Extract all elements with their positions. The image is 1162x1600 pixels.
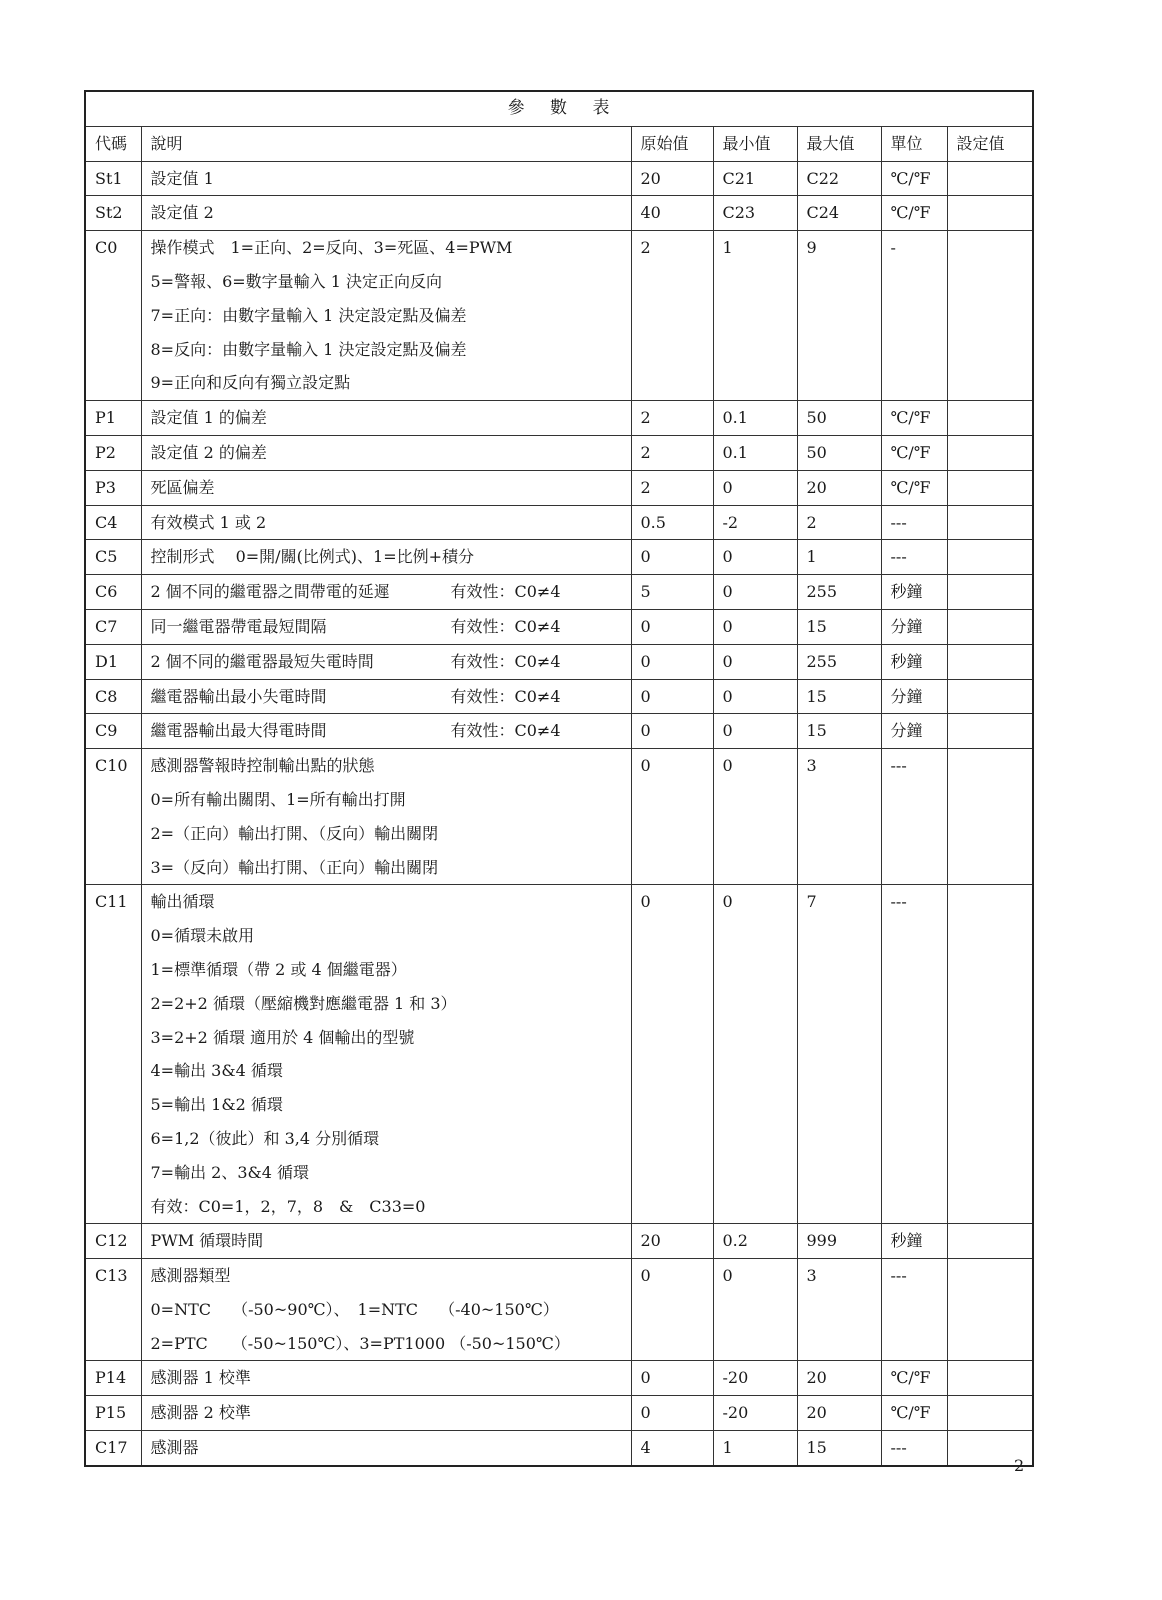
param-setting-cell [947, 231, 1033, 401]
param-unit: --- [881, 885, 947, 1224]
description-text: 2=2+2 循環（壓縮機對應繼電器 1 和 3） [150, 993, 457, 1013]
description-text: 2=（正向）輸出打開、（反向）輸出關閉 [150, 823, 439, 843]
param-max: 50 [797, 401, 881, 436]
param-description [141, 1224, 631, 1259]
description-line [151, 575, 631, 609]
param-code: C5 [85, 540, 141, 575]
param-description [141, 401, 631, 436]
validity-note: 有效性：C0≠4 [450, 651, 561, 671]
param-description [141, 749, 631, 885]
param-default: 0 [631, 749, 713, 885]
table-title: 參 數 表 [85, 91, 1033, 126]
header-default: 原始值 [631, 126, 713, 161]
param-default: 40 [631, 196, 713, 231]
param-max: 50 [797, 435, 881, 470]
description-text: 有效：C0=1，2，7，8 & C33=0 [150, 1196, 426, 1216]
param-default: 2 [631, 231, 713, 401]
param-code: St2 [85, 196, 141, 231]
description-text: 輸出循環 [150, 892, 215, 912]
description-line [151, 436, 631, 470]
param-unit: --- [881, 505, 947, 540]
param-description [141, 1396, 631, 1431]
table-row [85, 1224, 1033, 1259]
description-line [151, 231, 631, 265]
param-max: 2 [797, 505, 881, 540]
table-row [85, 435, 1033, 470]
table-row [85, 885, 1033, 1224]
param-description [141, 540, 631, 575]
description-line [151, 1293, 631, 1327]
param-code: C17 [85, 1431, 141, 1466]
param-setting-cell [947, 714, 1033, 749]
param-unit: ℃/℉ [881, 401, 947, 436]
param-code: C9 [85, 714, 141, 749]
description-line [151, 1190, 631, 1224]
param-description [141, 470, 631, 505]
description-text: PWM 循環時間 [150, 1231, 264, 1251]
description-line [151, 196, 631, 230]
param-setting-cell [947, 609, 1033, 644]
validity-note: 有效性：C0≠4 [450, 616, 561, 636]
description-text: 2=PTC （-50~150℃）、3=PT1000 （-50~150℃） [150, 1333, 570, 1353]
param-min: -20 [713, 1396, 797, 1431]
param-max: 999 [797, 1224, 881, 1259]
header-max: 最大值 [797, 126, 881, 161]
param-unit: 分鐘 [881, 679, 947, 714]
param-max: 15 [797, 1431, 881, 1466]
table-title-row [85, 91, 1033, 126]
param-max: C24 [797, 196, 881, 231]
param-min: 0 [713, 885, 797, 1224]
param-min: 0.1 [713, 435, 797, 470]
description-line [151, 401, 631, 435]
description-text: 6=1,2（彼此）和 3,4 分別循環 [150, 1128, 380, 1148]
param-min: C21 [713, 161, 797, 196]
table-row [85, 231, 1033, 401]
param-min: 0 [713, 644, 797, 679]
description-line [151, 885, 631, 919]
table-row [85, 1259, 1033, 1361]
param-description [141, 505, 631, 540]
description-text: 0=所有輸出關閉、1=所有輸出打開 [150, 789, 406, 809]
param-max: 3 [797, 1259, 881, 1361]
description-line [151, 919, 631, 953]
param-min: -20 [713, 1361, 797, 1396]
description-line [151, 1054, 631, 1088]
page-number: 2 [1014, 1456, 1025, 1475]
param-description [141, 231, 631, 401]
param-description [141, 644, 631, 679]
param-min: C23 [713, 196, 797, 231]
param-default: 0 [631, 1396, 713, 1431]
param-unit: ℃/℉ [881, 1396, 947, 1431]
param-max: 20 [797, 1361, 881, 1396]
description-line [151, 680, 631, 714]
description-text: 3=（反向）輸出打開、（正向）輸出關閉 [150, 857, 439, 877]
param-default: 0 [631, 609, 713, 644]
table-row [85, 196, 1033, 231]
table-row [85, 470, 1033, 505]
param-setting-cell [947, 540, 1033, 575]
table-row [85, 1396, 1033, 1431]
description-line [151, 1259, 631, 1293]
param-unit: --- [881, 1431, 947, 1466]
description-text: 設定值 2 [150, 203, 214, 223]
param-code: C12 [85, 1224, 141, 1259]
description-line [151, 1156, 631, 1190]
header-unit: 單位 [881, 126, 947, 161]
param-description [141, 196, 631, 231]
param-min: 0 [713, 1259, 797, 1361]
description-text: 0=循環未啟用 [150, 926, 255, 946]
param-description [141, 714, 631, 749]
parameter-table [84, 90, 1034, 1467]
description-text: 5=輸出 1&2 循環 [150, 1095, 283, 1115]
description-text: 0=NTC （-50~90℃）、 1=NTC （-40~150℃） [150, 1299, 559, 1319]
validity-note: 有效性：C0≠4 [450, 686, 561, 706]
description-text: 8=反向：由數字量輸入 1 決定設定點及偏差 [150, 339, 467, 359]
description-text: 1=標準循環（帶 2 或 4 個繼電器） [150, 959, 407, 979]
description-text: 有效模式 1 或 2 [150, 512, 267, 532]
param-default: 5 [631, 575, 713, 610]
param-max: 255 [797, 644, 881, 679]
param-code: P15 [85, 1396, 141, 1431]
table-row [85, 161, 1033, 196]
description-line [151, 1327, 631, 1361]
param-min: 1 [713, 231, 797, 401]
table-row [85, 1361, 1033, 1396]
description-line [151, 1088, 631, 1122]
param-max: 1 [797, 540, 881, 575]
param-unit: 秒鐘 [881, 1224, 947, 1259]
param-max: 15 [797, 679, 881, 714]
param-max: 255 [797, 575, 881, 610]
param-code: P3 [85, 470, 141, 505]
description-line [151, 1431, 631, 1465]
param-max: 15 [797, 714, 881, 749]
param-description [141, 1361, 631, 1396]
header-setting: 設定值 [947, 126, 1033, 161]
param-min: 0.1 [713, 401, 797, 436]
param-code: C4 [85, 505, 141, 540]
description-text: 感測器警報時控制輸出點的狀態 [150, 756, 375, 776]
description-text: 死區偏差 [150, 477, 215, 497]
param-default: 2 [631, 401, 713, 436]
description-text: 感測器 2 校準 [150, 1403, 251, 1423]
header-code: 代碼 [85, 126, 141, 161]
description-line [151, 714, 631, 748]
table-header-row [85, 126, 1033, 161]
param-description [141, 609, 631, 644]
param-unit: ℃/℉ [881, 196, 947, 231]
param-default: 2 [631, 470, 713, 505]
description-text: 4=輸出 3&4 循環 [150, 1061, 283, 1081]
table-row [85, 714, 1033, 749]
description-text: 設定值 2 的偏差 [150, 442, 267, 462]
table-row [85, 679, 1033, 714]
param-default: 0 [631, 540, 713, 575]
param-max: 15 [797, 609, 881, 644]
description-line [151, 162, 631, 196]
description-text: 同一繼電器帶電最短間隔 [150, 616, 327, 636]
param-description [141, 435, 631, 470]
description-line [151, 333, 631, 367]
param-description [141, 679, 631, 714]
param-default: 0 [631, 1361, 713, 1396]
table-row [85, 540, 1033, 575]
table-row [85, 575, 1033, 610]
description-text: 5=警報、6=數字量輸入 1 決定正向反向 [150, 271, 443, 291]
param-min: 0 [713, 749, 797, 885]
param-default: 0 [631, 1259, 713, 1361]
param-code: C8 [85, 679, 141, 714]
description-line [151, 749, 631, 783]
param-min: 0 [713, 679, 797, 714]
param-code: C0 [85, 231, 141, 401]
description-text: 繼電器輸出最大得電時間 [150, 721, 327, 741]
description-text: 繼電器輸出最小失電時間 [150, 686, 327, 706]
description-text: 設定值 1 [150, 168, 214, 188]
param-min: 0 [713, 470, 797, 505]
param-min: 0 [713, 575, 797, 610]
description-line [151, 1021, 631, 1055]
param-unit: --- [881, 1259, 947, 1361]
param-default: 0 [631, 679, 713, 714]
param-unit: 分鐘 [881, 714, 947, 749]
param-code: P2 [85, 435, 141, 470]
description-text: 操作模式 1=正向、2=反向、3=死區、4=PWM [150, 238, 513, 258]
param-code: P1 [85, 401, 141, 436]
param-max: 20 [797, 1396, 881, 1431]
param-min: 0 [713, 609, 797, 644]
description-text: 3=2+2 循環 適用於 4 個輸出的型號 [150, 1027, 415, 1047]
table-row [85, 644, 1033, 679]
header-description: 說明 [141, 126, 631, 161]
description-line [151, 645, 631, 679]
table-row [85, 749, 1033, 885]
param-setting-cell [947, 749, 1033, 885]
description-text: 感測器 [150, 1438, 199, 1458]
description-line [151, 265, 631, 299]
table-row [85, 401, 1033, 436]
param-setting-cell [947, 1259, 1033, 1361]
param-code: C6 [85, 575, 141, 610]
param-max: 7 [797, 885, 881, 1224]
param-setting-cell [947, 575, 1033, 610]
param-setting-cell [947, 644, 1033, 679]
param-max: C22 [797, 161, 881, 196]
description-text: 2 個不同的繼電器最短失電時間 [150, 651, 374, 671]
param-unit: 秒鐘 [881, 575, 947, 610]
param-description [141, 1259, 631, 1361]
description-line [151, 471, 631, 505]
param-default: 0.5 [631, 505, 713, 540]
description-line [151, 366, 631, 400]
validity-note: 有效性：C0≠4 [450, 582, 561, 602]
param-unit: --- [881, 749, 947, 885]
description-line [151, 1122, 631, 1156]
param-min: 0 [713, 714, 797, 749]
param-unit: ℃/℉ [881, 161, 947, 196]
description-line [151, 783, 631, 817]
description-line [151, 1361, 631, 1395]
param-unit: 秒鐘 [881, 644, 947, 679]
param-max: 3 [797, 749, 881, 885]
description-text: 2 個不同的繼電器之間帶電的延遲 [150, 582, 390, 602]
description-text: 9=正向和反向有獨立設定點 [150, 373, 351, 393]
description-line [151, 987, 631, 1021]
description-line [151, 1224, 631, 1258]
param-code: D1 [85, 644, 141, 679]
description-text: 控制形式 0=開/關(比例式)、1=比例+積分 [150, 547, 475, 567]
param-default: 20 [631, 1224, 713, 1259]
description-line [151, 506, 631, 540]
param-default: 20 [631, 161, 713, 196]
param-unit: ℃/℉ [881, 435, 947, 470]
description-line [151, 817, 631, 851]
param-setting-cell [947, 1361, 1033, 1396]
param-setting-cell [947, 435, 1033, 470]
description-line [151, 851, 631, 885]
description-text: 設定值 1 的偏差 [150, 408, 267, 428]
description-text: 感測器 1 校準 [150, 1368, 251, 1388]
param-setting-cell [947, 679, 1033, 714]
param-unit: - [881, 231, 947, 401]
table-row [85, 505, 1033, 540]
param-code: P14 [85, 1361, 141, 1396]
param-min: 0.2 [713, 1224, 797, 1259]
param-default: 4 [631, 1431, 713, 1466]
param-setting-cell [947, 1224, 1033, 1259]
param-setting-cell [947, 401, 1033, 436]
param-code: St1 [85, 161, 141, 196]
param-description [141, 575, 631, 610]
param-default: 0 [631, 714, 713, 749]
description-text: 7=輸出 2、3&4 循環 [150, 1162, 310, 1182]
param-min: 0 [713, 540, 797, 575]
param-max: 20 [797, 470, 881, 505]
description-line [151, 953, 631, 987]
description-text: 7=正向：由數字量輸入 1 決定設定點及偏差 [150, 305, 467, 325]
validity-note: 有效性：C0≠4 [450, 721, 561, 741]
param-unit: 分鐘 [881, 609, 947, 644]
param-unit: ℃/℉ [881, 1361, 947, 1396]
param-default: 0 [631, 885, 713, 1224]
description-line [151, 299, 631, 333]
param-unit: --- [881, 540, 947, 575]
param-min: -2 [713, 505, 797, 540]
param-default: 0 [631, 644, 713, 679]
param-setting-cell [947, 505, 1033, 540]
param-max: 9 [797, 231, 881, 401]
param-code: C13 [85, 1259, 141, 1361]
table-row [85, 609, 1033, 644]
header-min: 最小值 [713, 126, 797, 161]
param-setting-cell [947, 196, 1033, 231]
param-setting-cell [947, 161, 1033, 196]
param-setting-cell [947, 1396, 1033, 1431]
description-line [151, 610, 631, 644]
table-row [85, 1431, 1033, 1466]
param-code: C7 [85, 609, 141, 644]
description-line [151, 540, 631, 574]
param-setting-cell [947, 885, 1033, 1224]
param-description [141, 1431, 631, 1466]
param-description [141, 161, 631, 196]
param-unit: ℃/℉ [881, 470, 947, 505]
description-text: 感測器類型 [150, 1266, 231, 1286]
param-setting-cell [947, 470, 1033, 505]
param-default: 2 [631, 435, 713, 470]
param-code: C11 [85, 885, 141, 1224]
param-min: 1 [713, 1431, 797, 1466]
param-description [141, 885, 631, 1224]
param-code: C10 [85, 749, 141, 885]
description-line [151, 1396, 631, 1430]
